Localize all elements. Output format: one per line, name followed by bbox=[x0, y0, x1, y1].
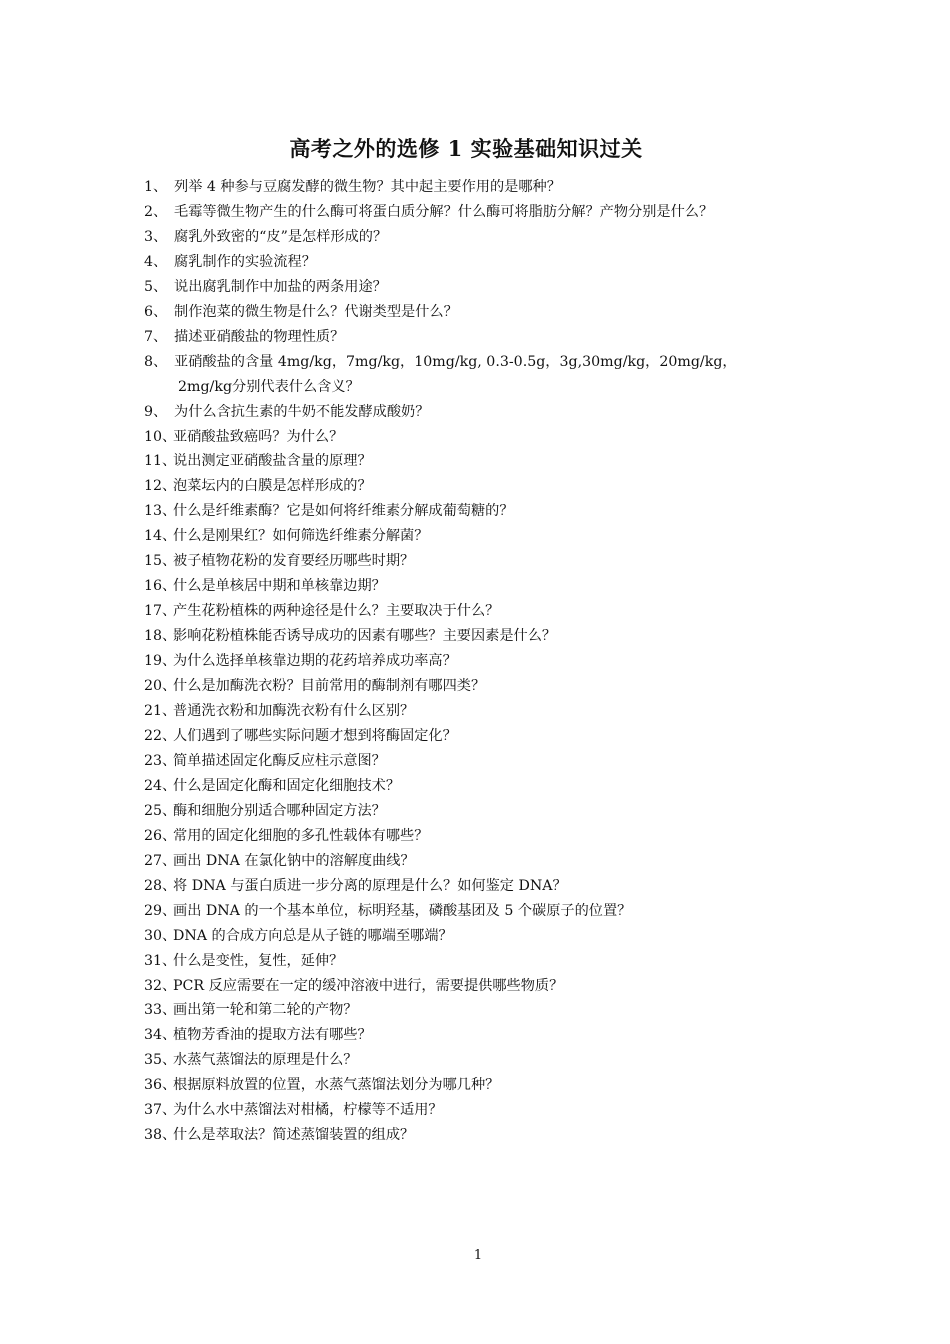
question-text-line: 说出腐乳制作中加盐的两条用途？ bbox=[174, 278, 387, 295]
question-list bbox=[144, 175, 824, 1148]
question-text-line: 酶和细胞分别适合哪种固定方法？ bbox=[173, 802, 386, 819]
question-number: 28、 bbox=[144, 877, 177, 894]
question-item bbox=[144, 574, 824, 599]
question-number: 18、 bbox=[144, 628, 177, 645]
question-item bbox=[144, 924, 824, 949]
question-text bbox=[173, 599, 824, 624]
question-text-line: 根据原料放置的位置，水蒸气蒸馏法划分为哪几种？ bbox=[173, 1077, 500, 1094]
question-number: 32、 bbox=[144, 977, 177, 994]
question-text bbox=[174, 350, 824, 375]
question-number: 9、 bbox=[144, 403, 168, 420]
question-text-line: 画出 DNA 在氯化钠中的溶解度曲线？ bbox=[173, 852, 415, 869]
question-text bbox=[173, 624, 824, 649]
question-number: 17、 bbox=[144, 603, 177, 620]
question-item bbox=[144, 350, 824, 375]
question-text-line: DNA 的合成方向总是从子链的哪端至哪端？ bbox=[173, 927, 453, 944]
question-text bbox=[173, 998, 824, 1023]
question-item bbox=[144, 824, 824, 849]
question-number: 4、 bbox=[144, 253, 168, 270]
question-text bbox=[173, 574, 824, 599]
question-item bbox=[144, 175, 824, 200]
question-item bbox=[144, 449, 824, 474]
question-number: 37、 bbox=[144, 1102, 177, 1119]
question-item bbox=[144, 899, 824, 924]
question-text-line: 将 DNA 与蛋白质进一步分离的原理是什么？如何鉴定 DNA？ bbox=[173, 877, 567, 894]
question-text-line: 什么是固定化酶和固定化细胞技术？ bbox=[173, 777, 401, 794]
question-text-line: 画出第一轮和第二轮的产物？ bbox=[173, 1002, 358, 1019]
question-text bbox=[173, 1098, 824, 1123]
question-text-line: 水蒸气蒸馏法的原理是什么？ bbox=[173, 1052, 358, 1069]
question-item bbox=[144, 599, 824, 624]
question-item-continuation bbox=[144, 375, 824, 400]
question-text bbox=[173, 1023, 824, 1048]
question-item bbox=[144, 1073, 824, 1098]
question-text bbox=[173, 449, 824, 474]
question-text bbox=[173, 674, 824, 699]
question-text-line: 什么是变性，复性，延伸？ bbox=[173, 952, 344, 969]
question-number: 19、 bbox=[144, 653, 177, 670]
question-text bbox=[174, 325, 824, 350]
question-text-line: 说出测定亚硝酸盐含量的原理？ bbox=[173, 453, 372, 470]
question-text bbox=[174, 275, 824, 300]
question-text-line: 人们遇到了哪些实际问题才想到将酶固定化？ bbox=[173, 727, 457, 744]
question-number: 26、 bbox=[144, 827, 177, 844]
question-item bbox=[144, 799, 824, 824]
question-text bbox=[174, 250, 824, 275]
question-text-line: 什么是纤维素酶？它是如何将纤维素分解成葡萄糖的？ bbox=[173, 503, 514, 520]
question-text-line: 普通洗衣粉和加酶洗衣粉有什么区别？ bbox=[173, 703, 415, 720]
question-text bbox=[173, 949, 824, 974]
question-item bbox=[144, 225, 824, 250]
question-item bbox=[144, 549, 824, 574]
question-text bbox=[174, 175, 824, 200]
question-text-line: 影响花粉植株能否诱导成功的因素有哪些？主要因素是什么？ bbox=[173, 628, 557, 645]
question-number: 22、 bbox=[144, 727, 177, 744]
question-number: 14、 bbox=[144, 528, 177, 545]
question-text bbox=[173, 699, 824, 724]
question-item bbox=[144, 474, 824, 499]
page-number: 1 bbox=[473, 1248, 483, 1263]
question-number: 30、 bbox=[144, 927, 177, 944]
question-number: 10、 bbox=[144, 428, 177, 445]
question-item bbox=[144, 524, 824, 549]
question-number: 38、 bbox=[144, 1127, 177, 1144]
question-text-line: 为什么水中蒸馏法对柑橘，柠檬等不适用？ bbox=[173, 1102, 443, 1119]
question-number: 1、 bbox=[144, 179, 168, 195]
question-item bbox=[144, 624, 824, 649]
question-text-line: 简单描述固定化酶反应柱示意图？ bbox=[173, 752, 386, 769]
question-text bbox=[173, 1048, 824, 1073]
question-number: 33、 bbox=[144, 1002, 177, 1019]
question-number: 6、 bbox=[144, 303, 168, 320]
question-text-line: 被子植物花粉的发育要经历哪些时期？ bbox=[173, 553, 415, 570]
question-text bbox=[173, 549, 824, 574]
question-number: 31、 bbox=[144, 952, 177, 969]
question-item bbox=[144, 325, 824, 350]
question-number: 5、 bbox=[144, 278, 168, 295]
question-text bbox=[173, 1073, 824, 1098]
question-text-continuation: 2mg/kg分别代表什么含义？ bbox=[178, 378, 360, 395]
question-item bbox=[144, 998, 824, 1023]
question-text bbox=[173, 649, 824, 674]
question-text-line: 什么是单核居中期和单核靠边期？ bbox=[173, 578, 386, 595]
question-item bbox=[144, 200, 824, 225]
question-item bbox=[144, 674, 824, 699]
question-number: 13、 bbox=[144, 503, 177, 520]
question-number: 16、 bbox=[144, 578, 177, 595]
question-number: 8、 bbox=[144, 353, 168, 370]
question-item bbox=[144, 1098, 824, 1123]
question-item bbox=[144, 649, 824, 674]
question-number: 3、 bbox=[144, 228, 168, 245]
question-number: 20、 bbox=[144, 678, 177, 695]
question-text-line: 什么是刚果红？如何筛选纤维素分解菌？ bbox=[173, 528, 429, 545]
question-item bbox=[144, 1123, 824, 1148]
question-number: 36、 bbox=[144, 1077, 177, 1094]
question-text-line: 什么是加酶洗衣粉？目前常用的酶制剂有哪四类？ bbox=[173, 678, 486, 695]
question-item bbox=[144, 250, 824, 275]
question-text bbox=[173, 524, 824, 549]
question-item bbox=[144, 275, 824, 300]
question-item bbox=[144, 774, 824, 799]
question-text-line: 什么是萃取法？简述蒸馏装置的组成？ bbox=[173, 1127, 415, 1144]
question-text-line: 亚硝酸盐的含量 4mg/kg，7mg/kg，10mg/kg, 0.3-0.5g，3g,30mg/kg，20mg/kg， bbox=[174, 353, 737, 370]
question-item bbox=[144, 499, 824, 524]
question-item bbox=[144, 425, 824, 450]
question-text-line: 腐乳外致密的“皮”是怎样形成的？ bbox=[174, 228, 388, 245]
question-number: 29、 bbox=[144, 902, 177, 919]
question-item bbox=[144, 300, 824, 325]
question-number: 7、 bbox=[144, 328, 168, 345]
question-number: 11、 bbox=[144, 453, 177, 470]
question-text bbox=[174, 400, 824, 425]
question-text bbox=[173, 974, 824, 999]
question-text bbox=[173, 924, 824, 949]
question-text-line: 描述亚硝酸盐的物理性质？ bbox=[174, 328, 345, 345]
question-text-line: 为什么含抗生素的牛奶不能发酵成酸奶？ bbox=[174, 403, 430, 420]
question-text bbox=[173, 425, 824, 450]
question-item bbox=[144, 400, 824, 425]
question-text bbox=[173, 849, 824, 874]
question-number: 2、 bbox=[144, 203, 168, 220]
question-text bbox=[173, 499, 824, 524]
question-text-line: 列举 4 种参与豆腐发酵的微生物？其中起主要作用的是哪种？ bbox=[174, 179, 561, 195]
question-text-line: 为什么选择单核靠边期的花药培养成功率高？ bbox=[173, 653, 457, 670]
question-number: 24、 bbox=[144, 777, 177, 794]
question-item bbox=[144, 974, 824, 999]
question-text bbox=[173, 474, 824, 499]
question-text-line: 亚硝酸盐致癌吗？为什么？ bbox=[173, 428, 344, 445]
question-text bbox=[173, 774, 824, 799]
question-number: 25、 bbox=[144, 802, 177, 819]
question-text-line: 泡菜坛内的白膜是怎样形成的？ bbox=[173, 478, 372, 495]
document-title: 高考之外的选修 1 实验基础知识过关 bbox=[289, 136, 643, 161]
question-text bbox=[174, 300, 824, 325]
question-text bbox=[173, 724, 824, 749]
question-text bbox=[173, 824, 824, 849]
question-item bbox=[144, 724, 824, 749]
question-item bbox=[144, 749, 824, 774]
question-item bbox=[144, 1048, 824, 1073]
question-item bbox=[144, 1023, 824, 1048]
question-text bbox=[173, 899, 824, 924]
question-text bbox=[173, 799, 824, 824]
question-text-line: 毛霉等微生物产生的什么酶可将蛋白质分解？什么酶可将脂肪分解？产物分别是什么？ bbox=[174, 203, 714, 220]
question-item bbox=[144, 949, 824, 974]
question-text bbox=[174, 200, 824, 225]
question-text bbox=[173, 1123, 824, 1148]
question-item bbox=[144, 699, 824, 724]
question-text bbox=[173, 874, 824, 899]
question-number: 34、 bbox=[144, 1027, 177, 1044]
question-text-line: 画出 DNA 的一个基本单位，标明羟基，磷酸基团及 5 个碳原子的位置？ bbox=[173, 902, 632, 919]
question-number: 27、 bbox=[144, 852, 177, 869]
question-text-line: 腐乳制作的实验流程？ bbox=[174, 253, 316, 270]
question-number: 23、 bbox=[144, 752, 177, 769]
question-text-line: 植物芳香油的提取方法有哪些？ bbox=[173, 1027, 372, 1044]
question-text-line: PCR 反应需要在一定的缓冲溶液中进行，需要提供哪些物质？ bbox=[173, 977, 564, 994]
question-number: 35、 bbox=[144, 1052, 177, 1069]
question-number: 15、 bbox=[144, 553, 177, 570]
question-text-line: 产生花粉植株的两种途径是什么？主要取决于什么？ bbox=[173, 603, 500, 620]
question-text-line: 制作泡菜的微生物是什么？代谢类型是什么？ bbox=[174, 303, 458, 320]
question-item bbox=[144, 874, 824, 899]
question-item bbox=[144, 849, 824, 874]
question-text bbox=[173, 749, 824, 774]
question-number: 21、 bbox=[144, 703, 177, 720]
question-number: 12、 bbox=[144, 478, 177, 495]
question-text-line: 常用的固定化细胞的多孔性载体有哪些？ bbox=[173, 827, 429, 844]
question-text bbox=[174, 225, 824, 250]
